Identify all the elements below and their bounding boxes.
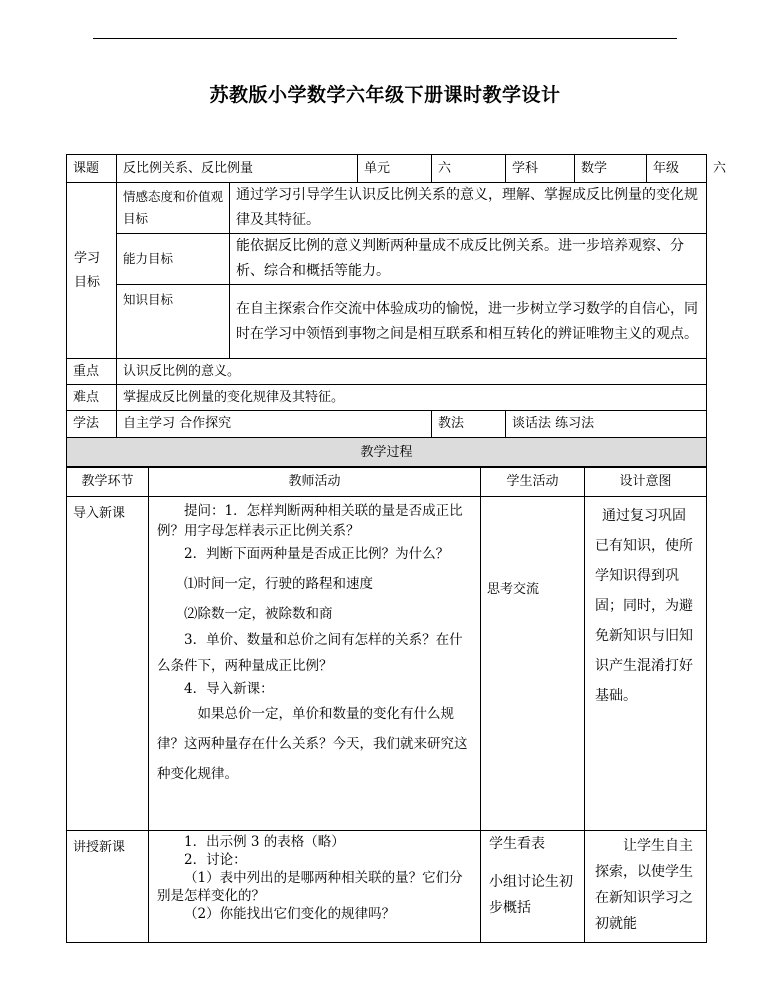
col-header-student: 学生活动 — [481, 467, 585, 497]
goal-name-knowledge: 知识目标 — [117, 285, 230, 359]
study-method-label: 学法 — [67, 411, 117, 438]
difficulty-label: 难点 — [67, 385, 117, 411]
teacher-line: 提问：1．怎样判断两种相关联的量是否成正比例？用字母怎样表示正比例关系？ — [157, 503, 463, 539]
student-activity-new-lesson — [481, 831, 585, 943]
subject-value: 数学 — [575, 155, 647, 183]
teacher-line: 3．单价、数量和总价之间有怎样的关系？在什么条件下，两种量成正比例？ — [157, 632, 463, 674]
teacher-line: 2．讨论： — [184, 852, 247, 868]
study-method-value: 自主学习 合作探究 — [117, 411, 432, 438]
teacher-activity-new-lesson — [149, 831, 481, 943]
difficulty-text: 掌握成反比例量的变化规律及其特征。 — [117, 385, 707, 411]
goal-text-attitude: 通过学习引导学生认识反比例关系的意义，理解、掌握成反比例量的变化规律及其特征。 — [230, 183, 707, 234]
unit-value: 六 — [432, 155, 506, 183]
lesson-info-table: 课题 反比例关系、反比例量 单元 六 学科 数学 年级 六 学习目标 情感态度和价值观目标 通过学习引导学生认识反比例关系的意义，理解、掌握成反比例量的变化规律及其特征。 能力目标 能依据反比例的意义判断两种量成不成反比例关系。进一步培养观察、分析、综合和概括等能力。 知识目标 在自主探索合作交流中体验成功的愉悦，进一步树立学习数学的自信心，同时在学习中领悟到事物之间是相互联系和相互转化的辨证唯物主义的观点。 重点 认识反比例的意义。 难点 掌握成反比例量的变化规律及其特征。 学法 自主学习 合作探究 教法 谈话法 练习法 教学过程 — [66, 154, 707, 468]
teacher-line: ⑵除数一定，被除数和商 — [184, 606, 333, 622]
topic-label: 课题 — [67, 155, 117, 183]
col-header-stage: 教学环节 — [67, 467, 149, 497]
goal-text-ability: 能依据反比例的意义判断两种量成不成反比例关系。进一步培养观察、分析、综合和概括等能力。 — [230, 234, 707, 285]
goal-name-ability: 能力目标 — [117, 234, 230, 285]
process-heading: 教学过程 — [67, 438, 707, 468]
teacher-line: 1．出示例 3 的表格（略） — [184, 834, 345, 850]
teacher-line: 4．导入新课： — [184, 681, 274, 697]
goal-text-knowledge: 在自主探索合作交流中体验成功的愉悦，进一步树立学习数学的自信心，同时在学习中领悟到事物之间是相互联系和相互转化的辨证唯物主义的观点。 — [230, 285, 707, 359]
topic-value: 反比例关系、反比例量 — [117, 155, 358, 183]
stage-intro: 导入新课 — [67, 497, 149, 831]
teacher-line: （2）你能找出它们变化的规律吗？ — [184, 906, 396, 922]
student-line: 学生看表 — [489, 836, 545, 852]
teacher-line: 2．判断下面两种量是否成正比例？为什么？ — [184, 546, 450, 562]
stage-new-lesson: 讲授新课 — [67, 831, 149, 943]
key-point-label: 重点 — [67, 359, 117, 385]
student-line: 小组讨论生初步概括 — [489, 874, 573, 916]
key-point-text: 认识反比例的意义。 — [117, 359, 707, 385]
page-title: 苏教版小学数学六年级下册课时教学设计 — [209, 84, 561, 106]
teach-method-label: 教法 — [432, 411, 506, 438]
teacher-activity-intro — [149, 497, 481, 831]
header-rule — [93, 38, 677, 39]
goals-label: 学习目标 — [67, 183, 117, 359]
teacher-line: 如果总价一定，单价和数量的变化有什么规律？这两种量存在什么关系？今天，我们就来研究这种变化规律。 — [157, 706, 468, 782]
design-intent-new-lesson: 让学生自主探索，以使学生在新知识学习之初就能 — [585, 831, 707, 943]
col-header-intent: 设计意图 — [585, 467, 707, 497]
grade-label: 年级 — [647, 155, 707, 183]
process-table — [66, 466, 707, 943]
col-header-teacher: 教师活动 — [149, 467, 481, 497]
unit-label: 单元 — [358, 155, 432, 183]
teach-method-value: 谈话法 练习法 — [506, 411, 707, 438]
student-activity-intro: 思考交流 — [481, 497, 585, 831]
subject-label: 学科 — [506, 155, 575, 183]
goal-name-attitude: 情感态度和价值观目标 — [117, 183, 230, 234]
design-intent-intro: 通过复习巩固已有知识，使所学知识得到巩固；同时，为避免新知识与旧知识产生混淆打好基础。 — [585, 497, 707, 831]
teacher-line: ⑴时间一定，行驶的路程和速度 — [184, 576, 373, 592]
teacher-line: （1）表中列出的是哪两种相关联的量？它们分别是怎样变化的？ — [157, 870, 463, 904]
